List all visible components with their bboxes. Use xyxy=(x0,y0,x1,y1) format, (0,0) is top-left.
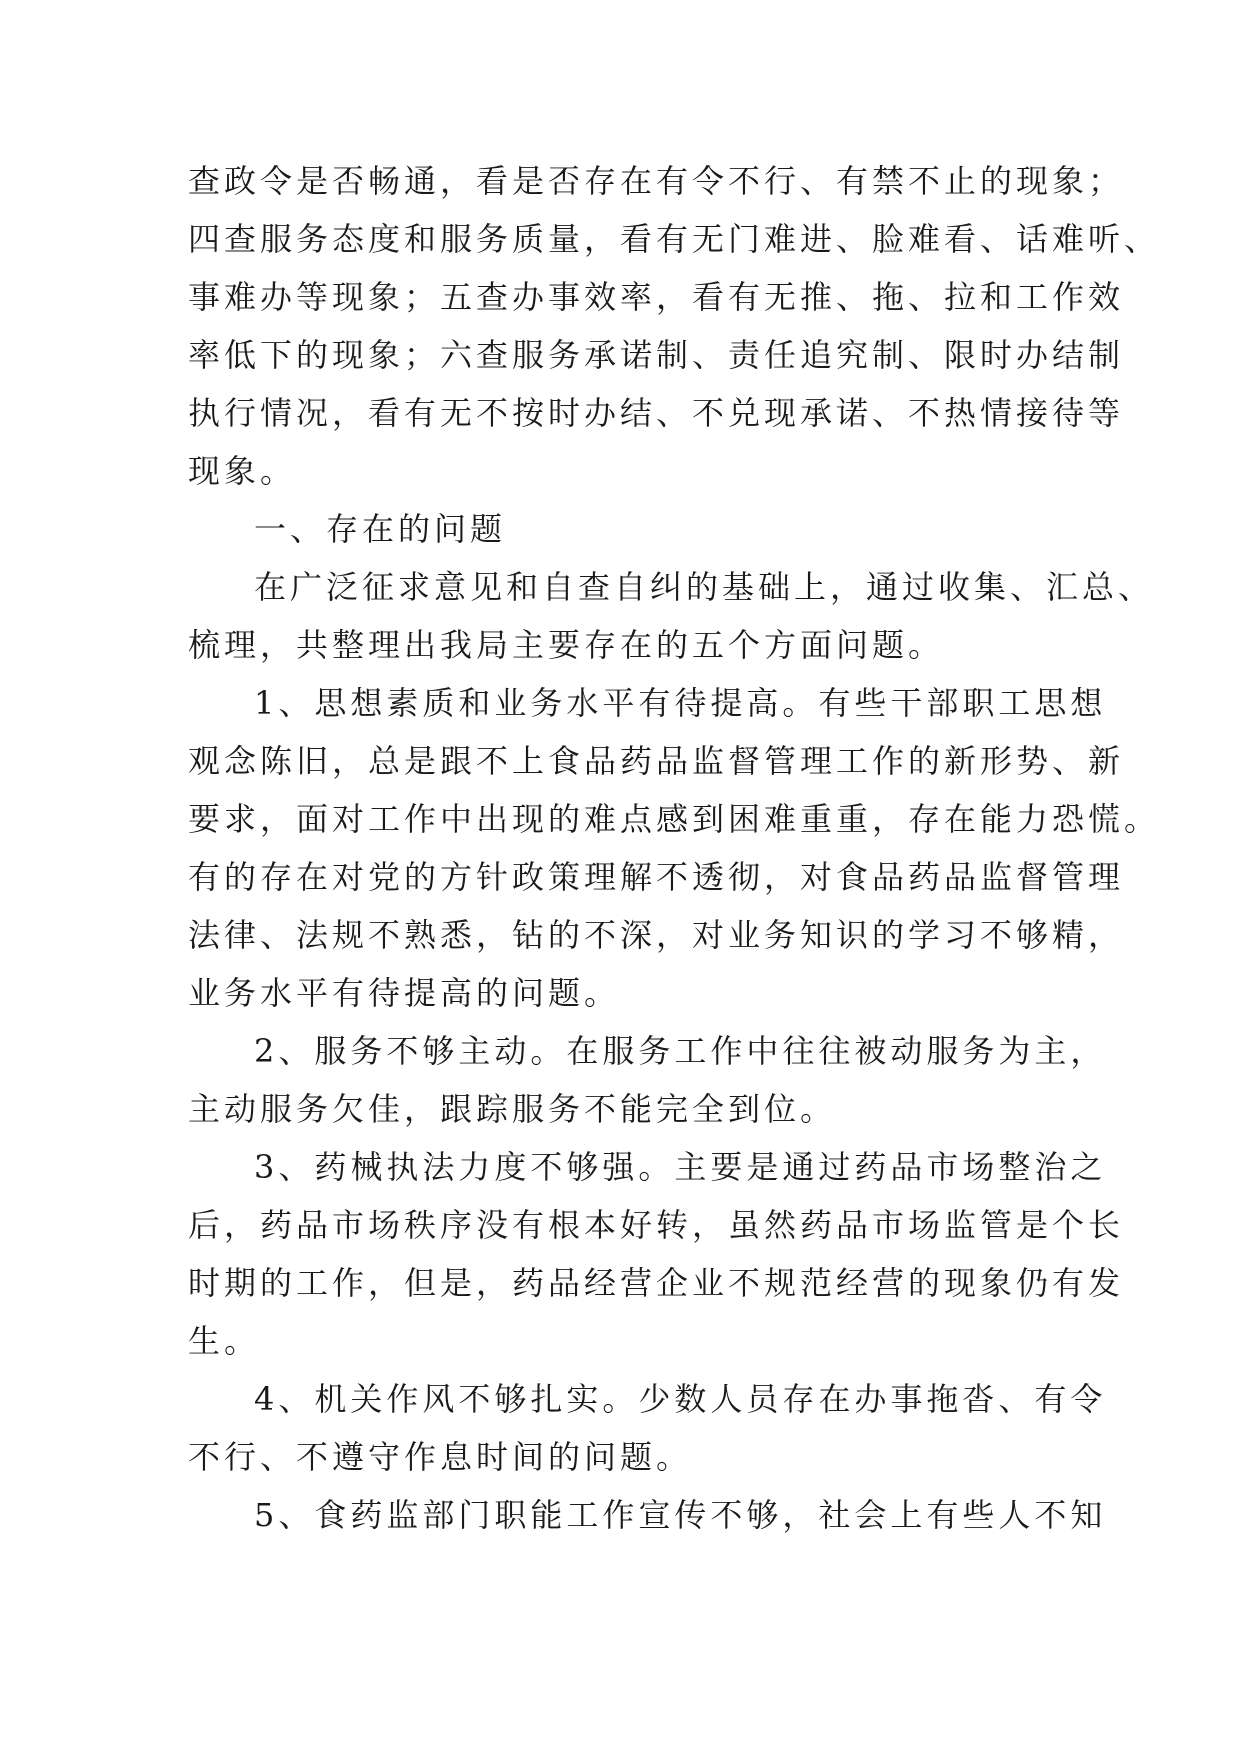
document-body xyxy=(188,152,1161,1544)
section-heading: 一、存在的问题 xyxy=(254,510,507,548)
paragraph-first-line: 3、药械执法力度不够强。主要是通过药品市场整治之 xyxy=(254,1148,1107,1186)
text-line: 现象。 xyxy=(188,452,297,490)
paragraph-first-line: 2、服务不够主动。在服务工作中往往被动服务为主， xyxy=(254,1032,1107,1070)
text-line: 观念陈旧，总是跟不上食品药品监督管理工作的新形势、新 xyxy=(188,742,1125,780)
text-line: 四查服务态度和服务质量，看有无门难进、脸难看、话难听、 xyxy=(188,220,1161,258)
text-line: 要求，面对工作中出现的难点感到困难重重，存在能力恐慌。 xyxy=(188,800,1161,838)
text-line: 有的存在对党的方针政策理解不透彻，对食品药品监督管理 xyxy=(188,858,1125,896)
text-line: 主动服务欠佳，跟踪服务不能完全到位。 xyxy=(188,1090,837,1128)
paragraph-first-line: 5、食药监部门职能工作宣传不够，社会上有些人不知 xyxy=(254,1496,1107,1534)
text-line: 不行、不遵守作息时间的问题。 xyxy=(188,1438,693,1476)
text-line: 法律、法规不熟悉，钻的不深，对业务知识的学习不够精， xyxy=(188,916,1125,954)
text-line: 生。 xyxy=(188,1322,261,1360)
paragraph-first-line: 4、机关作风不够扎实。少数人员存在办事拖沓、有令 xyxy=(254,1380,1107,1418)
paragraph-first-line: 1、思想素质和业务水平有待提高。有些干部职工思想 xyxy=(254,684,1107,722)
text-line: 时期的工作，但是，药品经营企业不规范经营的现象仍有发 xyxy=(188,1264,1125,1302)
text-line: 率低下的现象；六查服务承诺制、责任追究制、限时办结制 xyxy=(188,336,1125,374)
paragraph-first-line: 在广泛征求意见和自查自纠的基础上，通过收集、汇总、 xyxy=(254,568,1155,606)
text-line: 梳理，共整理出我局主要存在的五个方面问题。 xyxy=(188,626,945,664)
text-line: 执行情况，看有无不按时办结、不兑现承诺、不热情接待等 xyxy=(188,394,1125,432)
text-line: 事难办等现象；五查办事效率，看有无推、拖、拉和工作效 xyxy=(188,278,1125,316)
text-line: 后，药品市场秩序没有根本好转，虽然药品市场监管是个长 xyxy=(188,1206,1125,1244)
text-line: 查政令是否畅通，看是否存在有令不行、有禁不止的现象； xyxy=(188,162,1125,200)
text-line: 业务水平有待提高的问题。 xyxy=(188,974,621,1012)
